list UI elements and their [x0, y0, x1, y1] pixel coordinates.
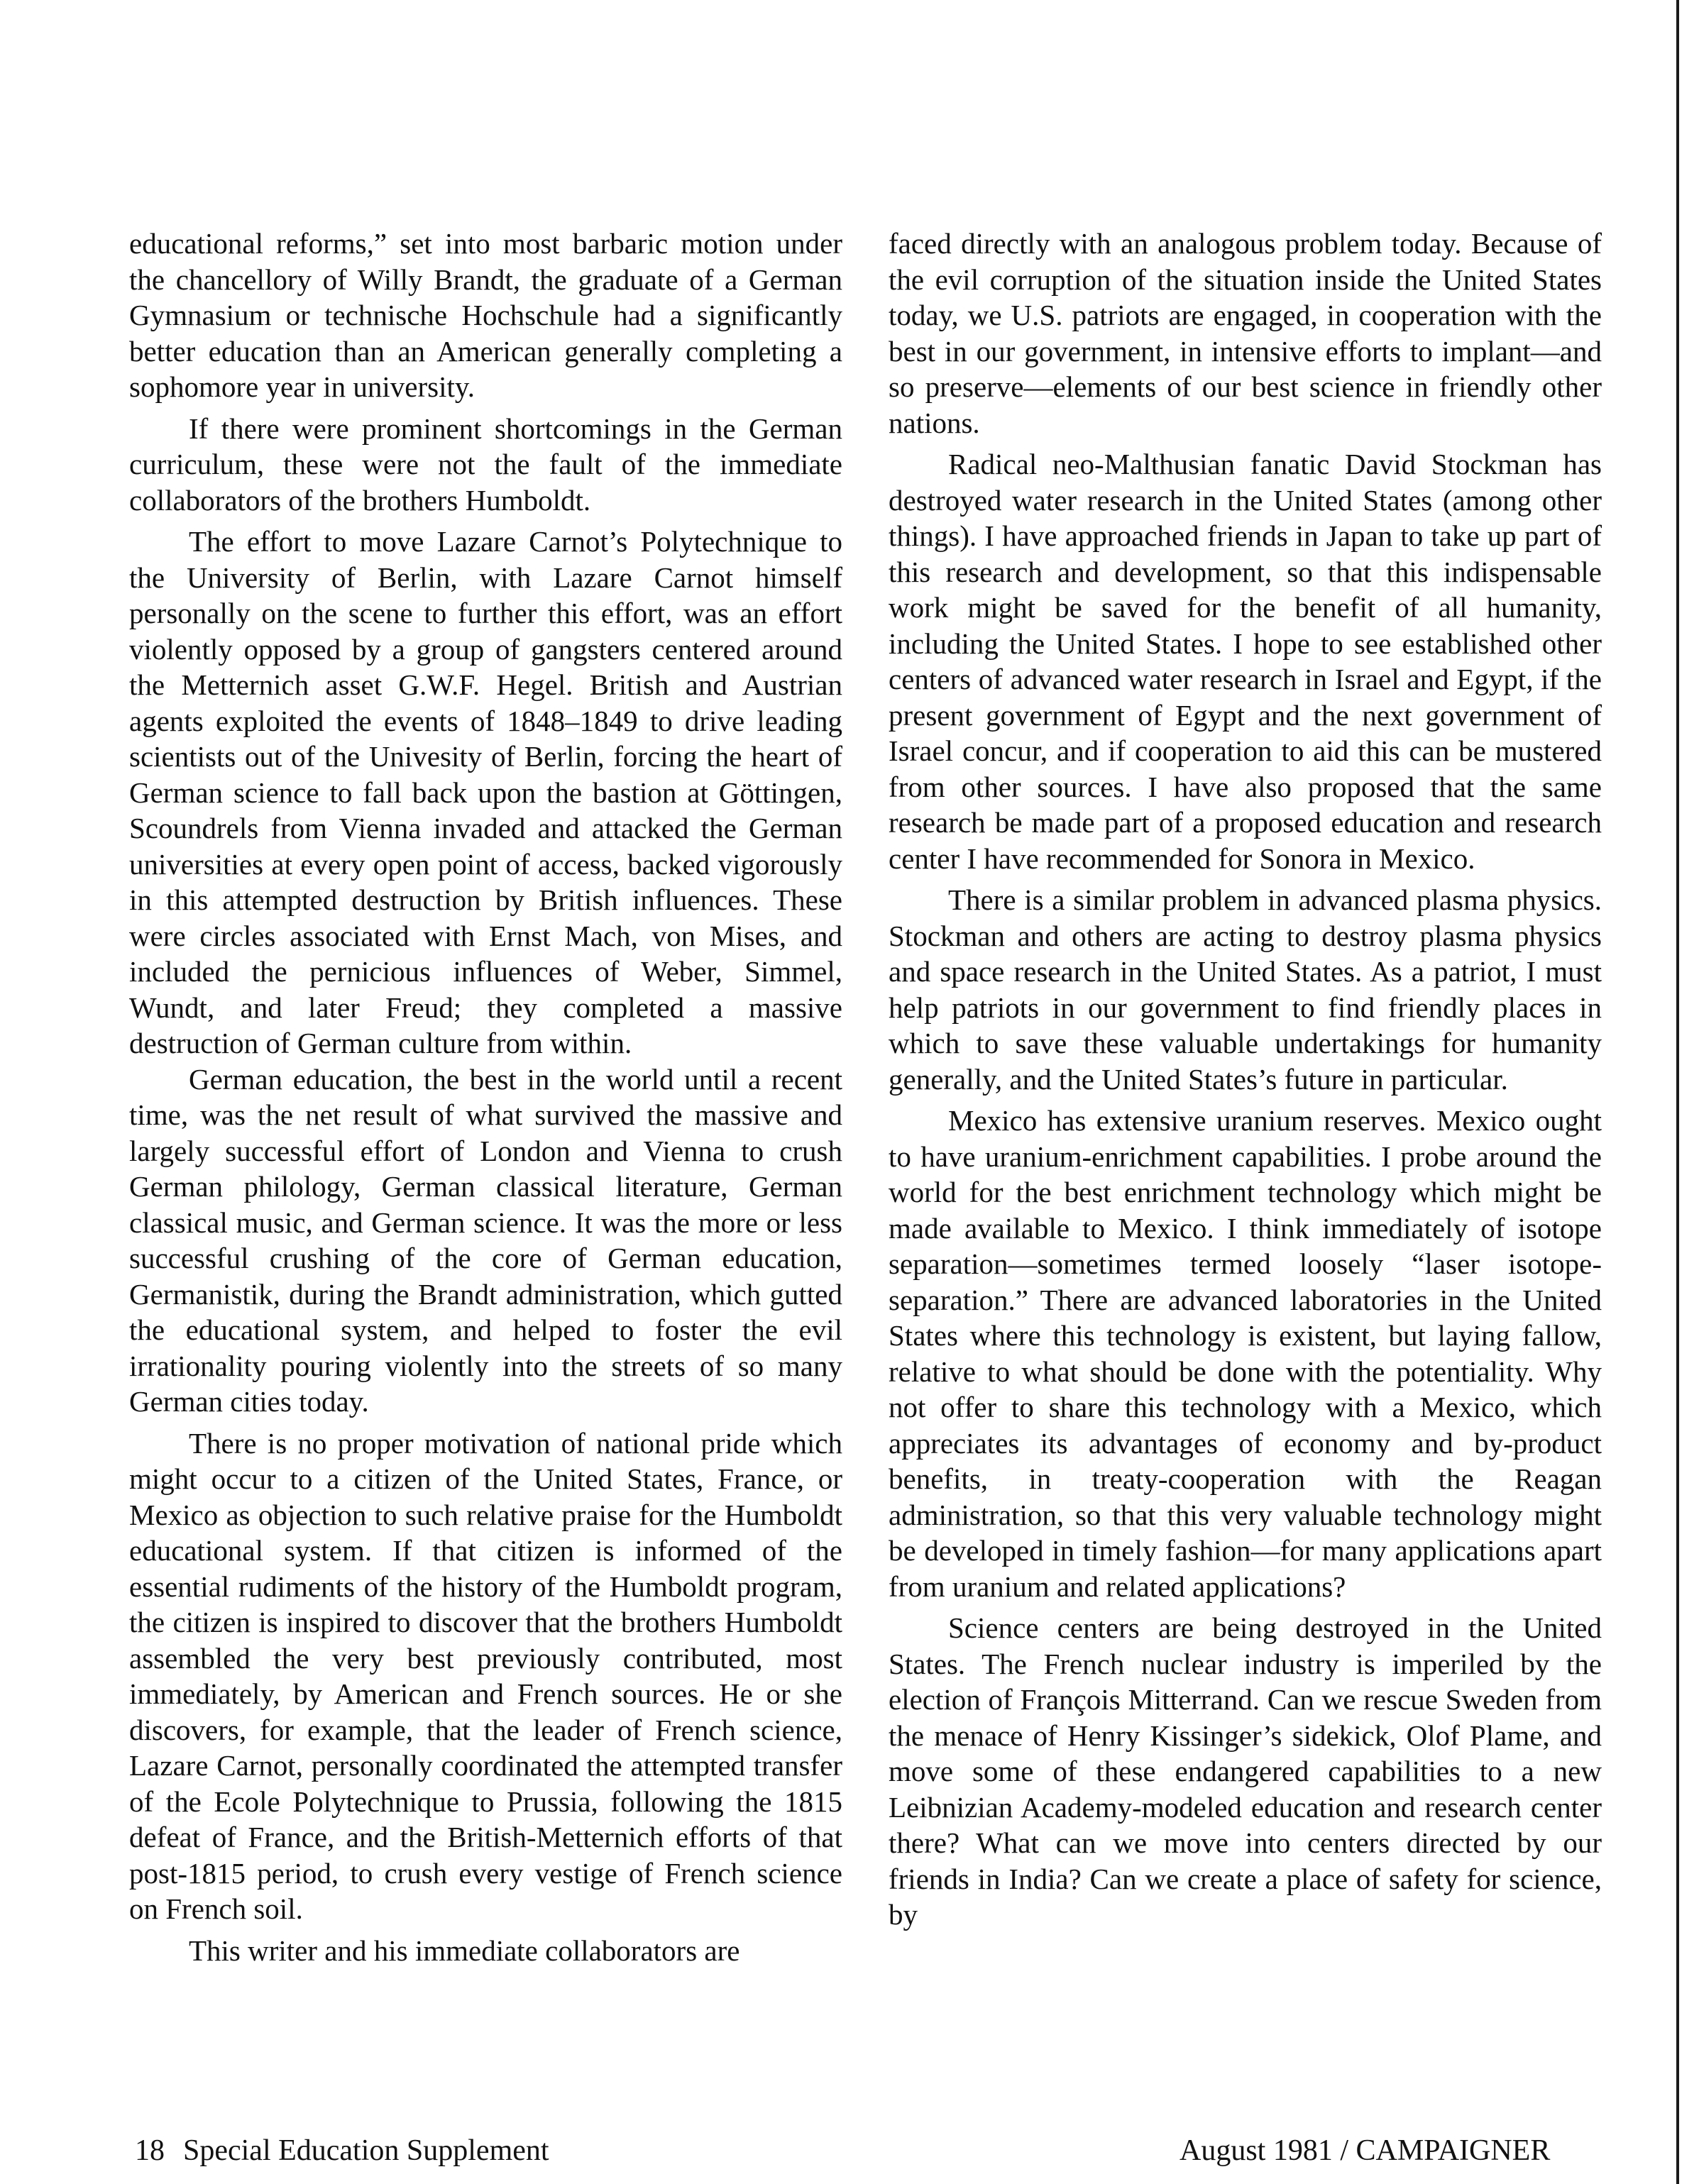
paragraph: The effort to move Lazare Carnot’s Polytechnique to the University of Berlin, with Lazare Carnot himself personally on the scene to further this effort, was an effort violently opposed by a group of gangsters centered around the Metternich asset G.W.F. Hegel. British and Austrian agents exploited the events of 1848–1849 to drive leading scientists out of the Univesity of Berlin, forcing the heart of German science to fall back upon the bastion at Göttingen, Scoundrels from Vienna invaded and attacked the German universities at every open point of access, backed vigorously in this attempted destruction by British influences. These were circles associated with Ernst Mach, von Mises, and included the pernicious influences of Weber, Simmel, Wundt, and later Freud; they completed a massive destruction of German culture from within.	[129, 525, 842, 1059]
page-footer-left	[135, 2133, 549, 2168]
paragraph: If there were prominent shortcomings in the German curriculum, these were not the fault of the immediate collaborators of the brothers Humboldt.	[129, 412, 842, 517]
left-column	[129, 226, 842, 1968]
issue-title: August 1981 / CAMPAIGNER	[1180, 2134, 1551, 2167]
paragraph: This writer and his immediate collaborators are	[189, 1934, 740, 1967]
page-number: 18	[135, 2134, 165, 2167]
paragraph: German education, the best in the world until a recent time, was the net result of what survived the massive and largely successful effort of London and Vienna to crush German philology, German classical literature, German classical music, and German science. It was the more or less successful crushing of the core of German education, Germanistik, during the Brandt administration, which gutted the educational system, and helped to foster the evil irrationality pouring violently into the streets of so many German cities today.	[129, 1062, 842, 1418]
page-footer-right	[1180, 2133, 1550, 2168]
paragraph: Mexico has extensive uranium reserves. Mexico ought to have uranium-enrichment capabilities. I probe around the world for the best enrichment technology which might be made available to Mexico. I think immediately of isotope separation—sometimes termed loosely “laser isotope-separation.” There are advanced laboratories in the United States where this technology is existent, but laying fallow, relative to what should be done with the potentiality. Why not offer to share this technology with a Mexico, which appreciates its advantages of economy and by-product benefits, in treaty-cooperation with the Reagan administration, so that this very valuable technology might be developed in timely fashion—for many applications apart from uranium and related applications?	[889, 1104, 1602, 1603]
paragraph: educational reforms,” set into most barbaric motion under the chancellory of Willy Brandt, the graduate of a German Gymnasium or technische Hochschule had a significantly better education than an American generally completing a sophomore year in university.	[129, 227, 842, 403]
right-column	[889, 226, 1602, 1933]
paragraph: Science centers are being destroyed in the United States. The French nuclear industry is imperiled by the election of François Mitterrand. Can we rescue Sweden from the menace of Henry Kissinger’s sidekick, Olof Plame, and move some of these endangered capabilities to a new Leibnizian Academy-modeled education and research center there? What can we move into centers directed by our friends in India? Can we create a place of safety for science, by	[889, 1611, 1602, 1931]
page-edge-rule	[1676, 0, 1679, 2184]
paragraph: There is no proper motivation of national pride which might occur to a citizen of the United States, France, or Mexico as objection to such relative praise for the Humboldt educational system. If that citizen is informed of the essential rudiments of the history of the Humboldt program, the citizen is inspired to discover that the brothers Humboldt assembled the very best previously contributed, most immediately, by American and French sources. He or she discovers, for example, that the leader of French science, Lazare Carnot, personally coordinated the attempted transfer of the Ecole Polytechnique to Prussia, following the 1815 defeat of France, and the British-Metternich efforts of that post-1815 period, to crush every vestige of French science on French soil.	[129, 1426, 842, 1925]
paragraph: There is a similar problem in advanced plasma physics. Stockman and others are acting to destroy plasma physics and space research in the United States. As a patriot, I must help patriots in our government to find friendly places in which to save these valuable undertakings for humanity generally, and the United States’s future in particular.	[889, 883, 1602, 1096]
section-title: Special Education Supplement	[183, 2134, 549, 2167]
paragraph: faced directly with an analogous problem today. Because of the evil corruption of the situation inside the United States today, we U.S. patriots are engaged, in cooperation with the best in our government, in intensive efforts to implant—and so preserve—elements of our best science in friendly other nations.	[889, 227, 1602, 439]
paragraph: Radical neo-Malthusian fanatic David Stockman has destroyed water research in the United States (among other things). I have approached friends in Japan to take up part of this research and development, so that this indispensable work might be saved for the benefit of all humanity, including the United States. I hope to see established other centers of advanced water research in Israel and Egypt, if the present government of Egypt and the next government of Israel concur, and if cooperation to aid this can be mustered from other sources. I have also proposed that the same research be made part of a proposed education and research center I have recommended for Sonora in Mexico.	[889, 448, 1602, 875]
